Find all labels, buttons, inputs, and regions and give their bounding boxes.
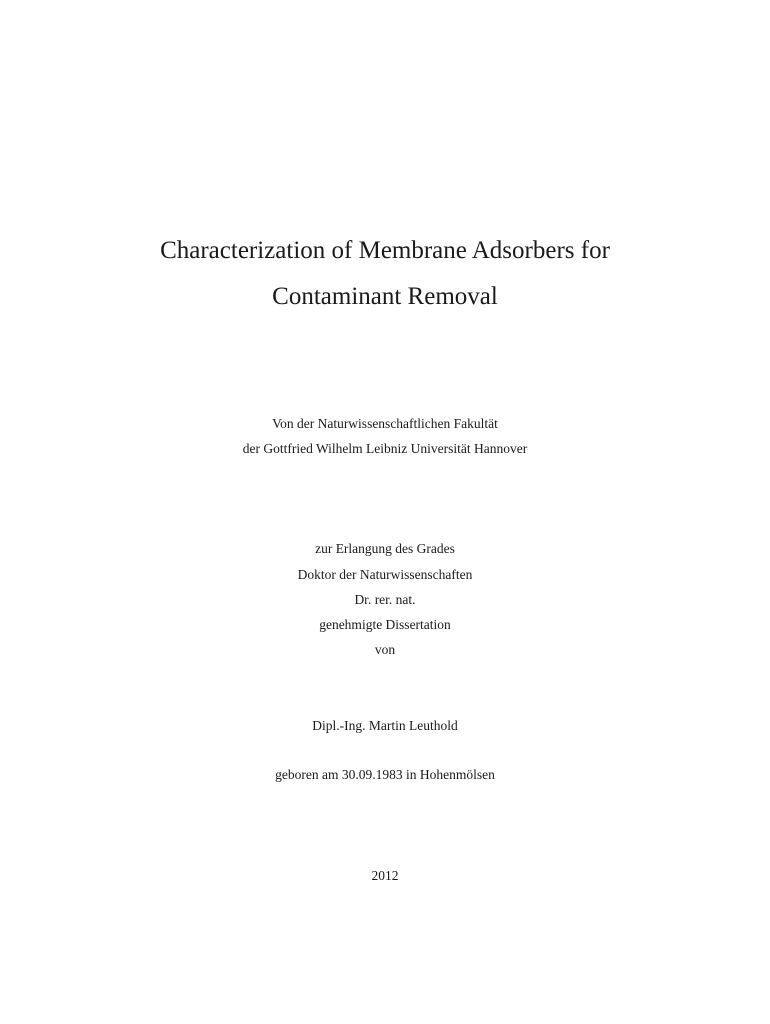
thesis-title-line-1: Characterization of Membrane Adsorbers for xyxy=(160,237,610,264)
degree-line-2: Doktor der Naturwissenschaften xyxy=(297,567,473,582)
author-name: Dipl.-Ing. Martin Leuthold xyxy=(312,718,458,733)
faculty-line-2: der Gottfried Wilhelm Leibniz Universität Hannover xyxy=(242,441,528,456)
degree-line-5: von xyxy=(374,642,396,657)
degree-line-1: zur Erlangung des Grades xyxy=(315,541,455,556)
publication-year: 2012 xyxy=(371,868,399,883)
author-birth: geboren am 30.09.1983 in Hohenmölsen xyxy=(275,767,495,782)
degree-line-4: genehmigte Dissertation xyxy=(319,617,451,632)
faculty-line-1: Von der Naturwissenschaftlichen Fakultät xyxy=(272,416,498,431)
thesis-title-line-2: Contaminant Removal xyxy=(272,283,498,310)
degree-abbreviation: Dr. rer. nat. xyxy=(354,592,416,607)
